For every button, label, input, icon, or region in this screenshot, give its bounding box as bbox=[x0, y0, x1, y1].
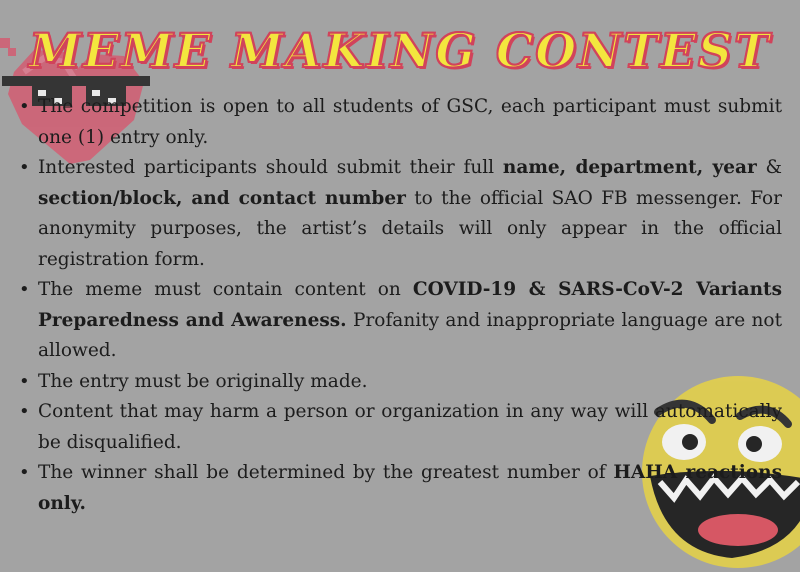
rule-item bbox=[16, 458, 782, 519]
rule-item bbox=[16, 153, 782, 275]
rule-emphasis: HAHA reactions only. bbox=[38, 462, 782, 514]
page-title: MEME MAKING CONTEST bbox=[29, 24, 771, 79]
rule-text: to the official SAO FB messenger. For anonymity purposes, the artist’s details will only appear in the official registration form. bbox=[38, 187, 782, 270]
rule-text: Interested participants should submit their full bbox=[38, 157, 503, 178]
rules-list bbox=[16, 92, 782, 519]
rule-text: The winner shall be determined by the greatest number of bbox=[38, 462, 614, 483]
rule-text: Profanity and inappropriate language are not allowed. bbox=[38, 309, 783, 361]
rule-text: The entry must be originally made. bbox=[38, 370, 368, 392]
rule-emphasis: COVID-19 & SARS-CoV-2 Variants Preparedness and Awareness. bbox=[38, 279, 782, 331]
rule-item bbox=[16, 275, 782, 367]
rule-item bbox=[16, 367, 782, 398]
rule-emphasis: name, department, year bbox=[502, 157, 757, 178]
rule-text: The meme must contain content on bbox=[38, 279, 413, 300]
rule-text: The competition is open to all students of GSC, each participant must submit one (1) entry only. bbox=[38, 96, 782, 148]
rule-item bbox=[16, 397, 782, 458]
rule-emphasis: section/block, and contact number bbox=[38, 187, 406, 209]
rule-text: & bbox=[756, 157, 782, 178]
rule-text: Content that may harm a person or organization in any way will automatically be disqualified. bbox=[38, 401, 782, 453]
rule-item bbox=[16, 92, 782, 153]
